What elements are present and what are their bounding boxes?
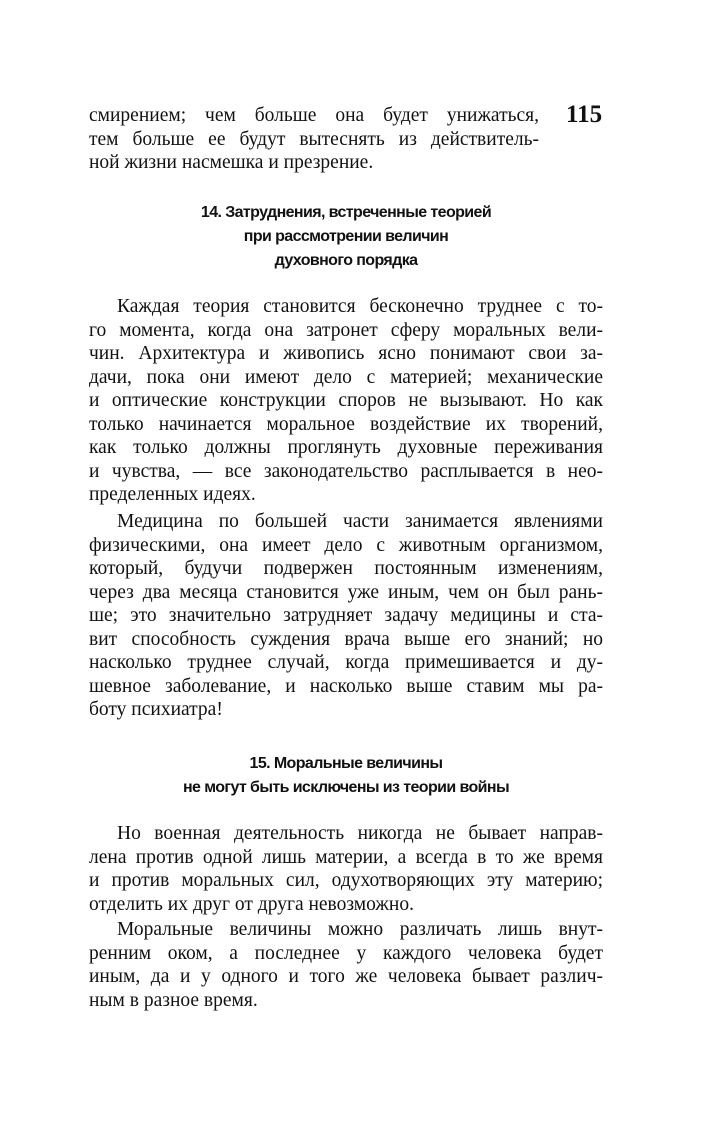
text-line: го момента, когда она затронет сферу моральных вели- [89, 319, 603, 341]
text-line: и против моральных сил, одухотворяющих эту материю; [89, 870, 603, 891]
text-line: только начинается моральное воздействие их творений, [89, 413, 603, 435]
text-line: пределенных идеях. [89, 484, 256, 505]
text-line: насколько труднее случай, когда примешивается и ду- [89, 652, 603, 673]
text-line: отделить их друг от друга невозможно. [89, 893, 414, 915]
text-line: который, будучи подвержен постоянным изменениям, [89, 558, 603, 579]
text-line: боту психиатра! [89, 699, 223, 720]
text-line: как только должны проглянуть духовные переживания [89, 437, 603, 458]
intro-text [89, 104, 539, 175]
section-15-paragraph-2 [89, 918, 603, 1012]
text-line: и чувства, — все законодательство расплывается в нео- [89, 460, 603, 482]
text-line: дачи, пока они имеют дело с материей; механические [89, 366, 603, 388]
text-line: ше; это значительно затрудняет задачу медицины и ста- [89, 605, 603, 626]
section-14-paragraph-1 [89, 295, 603, 507]
heading-line: 15. Моральные величины [249, 755, 443, 772]
text-line: иным, да и у одного и того же человека бывает различ- [89, 966, 603, 987]
section-14-paragraph-2 [89, 510, 603, 722]
heading-line: духовного порядка [274, 252, 418, 269]
text-line: Но военная деятельность никогда не бывает направ- [117, 823, 603, 844]
text-line: ренним оком, а последнее у каждого человека будет [89, 942, 603, 964]
section-14-heading [89, 201, 603, 273]
text-line: через два месяца становится уже иным, чем он был рань- [89, 581, 603, 603]
text-line: Моральные величины можно различать лишь внут- [117, 919, 603, 940]
heading-line: при рассмотрении величин [243, 228, 449, 245]
heading-line: не могут быть исключены из теории войны [182, 779, 510, 796]
text-line: Медицина по большей части занимается явлениями [117, 511, 603, 532]
text-line: ной жизни насмешка и презрение. [89, 152, 374, 173]
text-line: тем больше ее будут вытеснять из действитель- [89, 128, 539, 150]
text-line: шевное заболевание, и насколько выше ставим мы ра- [89, 675, 603, 697]
text-line: вит способность суждения врача выше его знаний; но [89, 628, 603, 650]
text-line: ным в разное время. [89, 989, 258, 1011]
section-15-paragraph-1 [89, 822, 603, 916]
text-line: лена против одной лишь материи, а всегда в то же время [89, 846, 603, 868]
heading-line: 14. Затруднения, встреченные теорией [200, 204, 492, 221]
text-line: физическими, она имеет дело с животным организмом, [89, 534, 603, 556]
text-line: смирением; чем больше она будет унижаться, [89, 105, 539, 126]
page-number: 115 [566, 101, 603, 128]
text-line: и оптические конструкции споров не вызывают. Но как [89, 390, 603, 411]
text-line: чин. Архитектура и живопись ясно понимают свои за- [89, 343, 603, 364]
text-line: Каждая теория становится бесконечно труднее с то- [117, 296, 603, 317]
section-15-heading [89, 752, 603, 800]
